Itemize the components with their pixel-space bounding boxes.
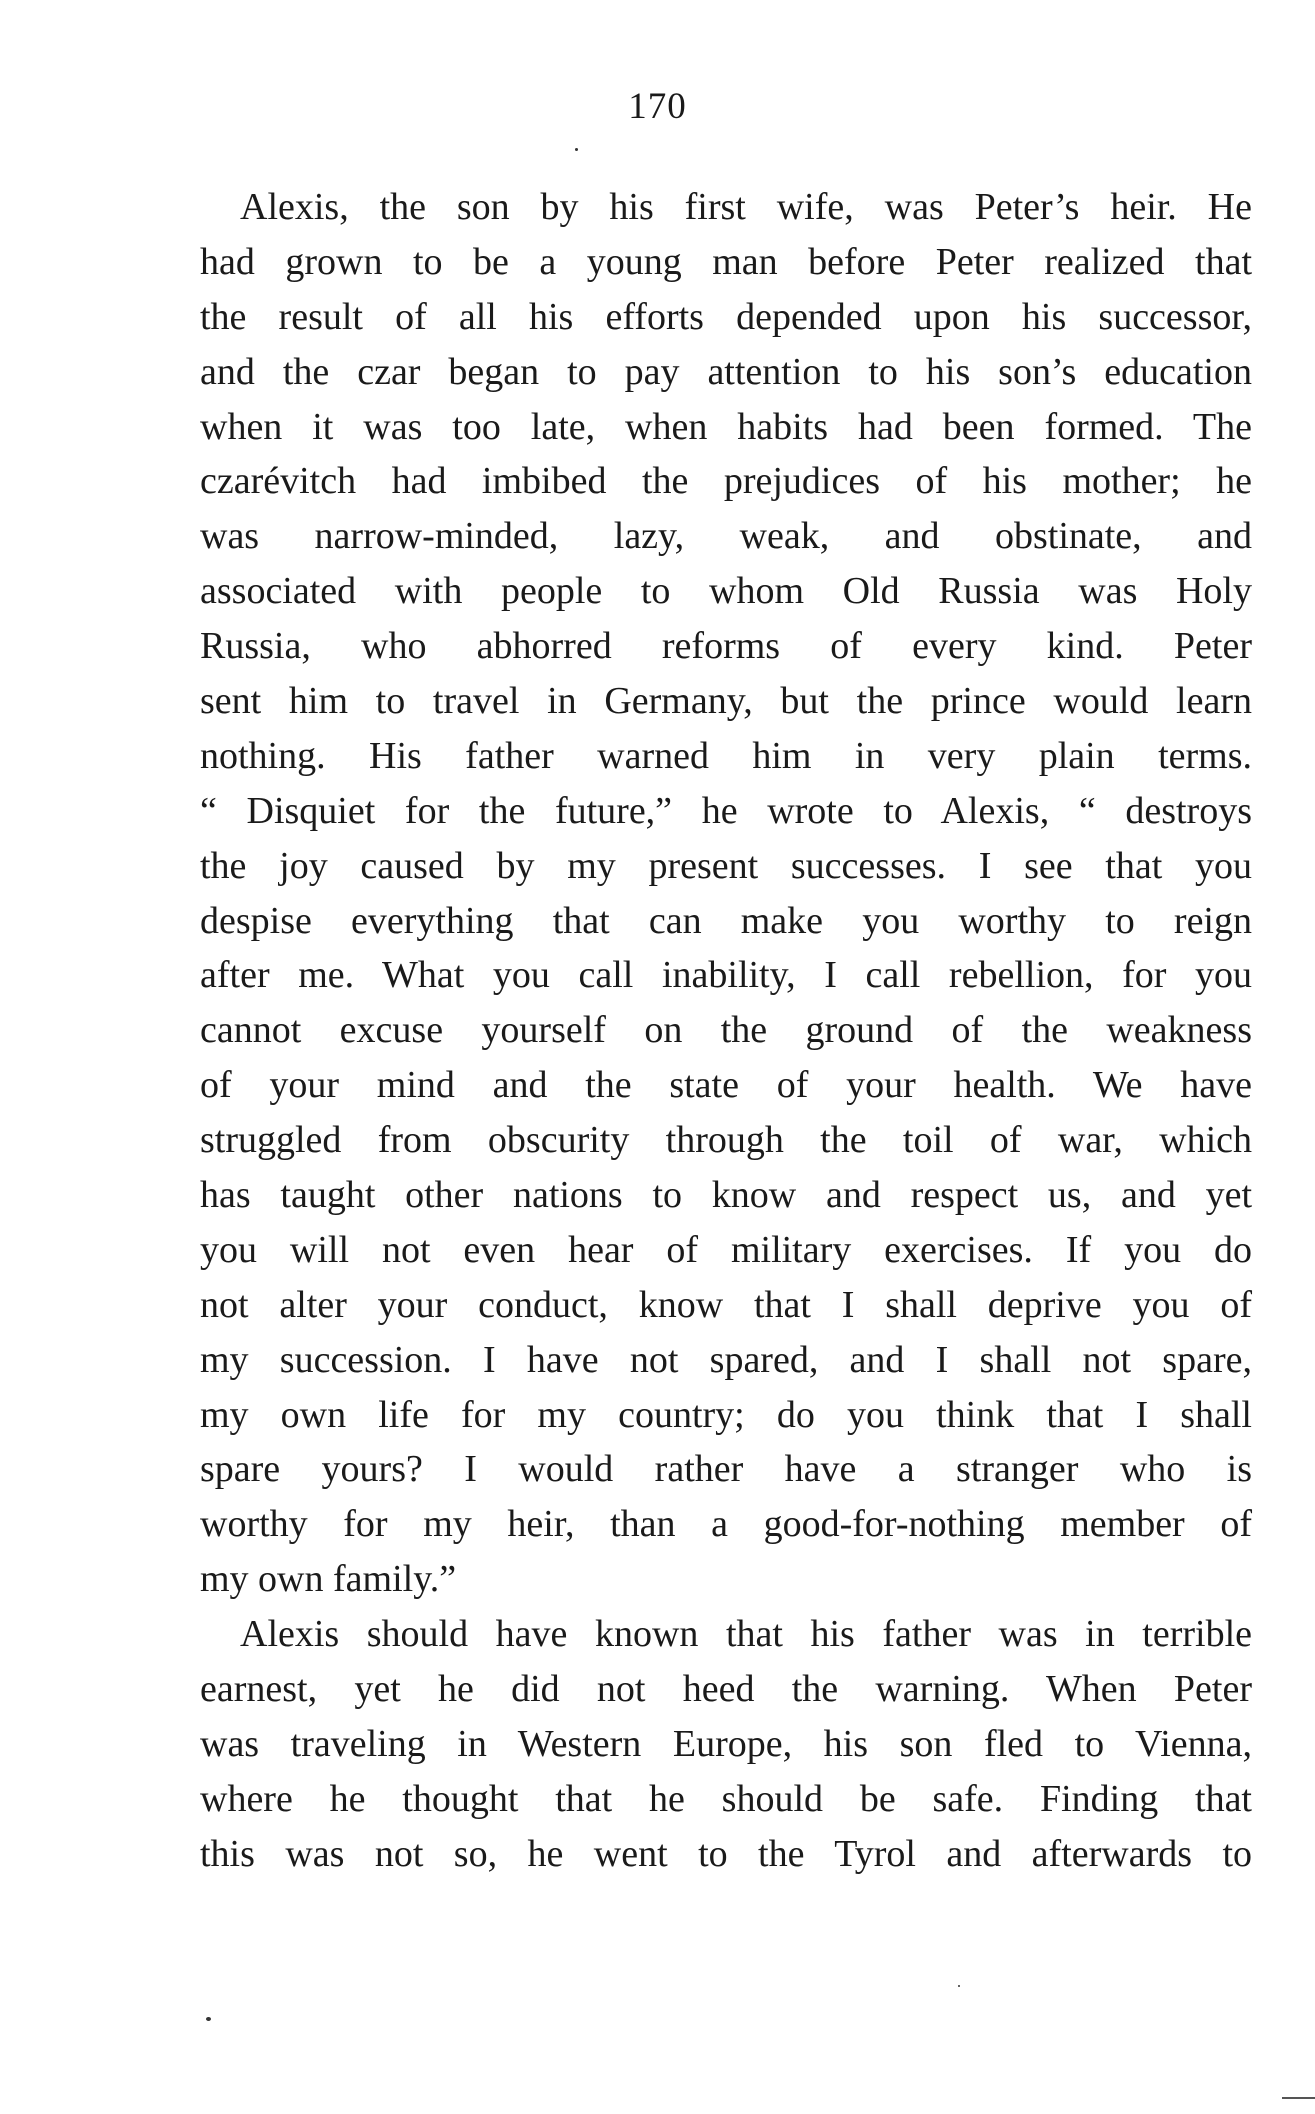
text-line: cannot excuse yourself on the ground of the weakness [200, 1009, 1252, 1052]
text-line: earnest, yet he did not heed the warning. When Peter [200, 1668, 1252, 1711]
text-line: had grown to be a young man before Peter realized that [200, 240, 1252, 283]
text-line: my own life for my country; do you think that I shall [200, 1393, 1252, 1436]
text-line: was traveling in Western Europe, his son fled to Vienna, [200, 1722, 1252, 1765]
text-line: you will not even hear of military exercises. If you do [200, 1228, 1252, 1271]
text-line: “ Disquiet for the future,” he wrote to Alexis, “ destroys [200, 789, 1252, 832]
text-line: Alexis should have known that his father was in terrible [240, 1613, 1252, 1656]
text-line: the joy caused by my present successes. I see that you [200, 844, 1252, 887]
text-line: and the czar began to pay attention to his son’s education [200, 350, 1252, 393]
text-line: when it was too late, when habits had been formed. The [200, 405, 1252, 448]
scan-speck [958, 1985, 960, 1987]
text-line: the result of all his efforts depended upon his successor, [200, 295, 1252, 338]
body-text [200, 180, 1252, 1882]
text-line: worthy for my heir, than a good-for-nothing member of [200, 1503, 1252, 1546]
text-line: has taught other nations to know and respect us, and yet [200, 1174, 1252, 1217]
scan-edge-mark [1282, 2097, 1315, 2099]
text-line: my own family.” [200, 1558, 457, 1601]
page-number: 170 [628, 86, 687, 127]
text-line: despise everything that can make you worthy to reign [200, 899, 1252, 942]
text-line: struggled from obscurity through the toil of war, which [200, 1119, 1252, 1162]
text-line: associated with people to whom Old Russia was Holy [200, 570, 1252, 613]
text-line: spare yours? I would rather have a stranger who is [200, 1448, 1252, 1491]
text-line: not alter your conduct, know that I shall deprive you of [200, 1283, 1252, 1326]
text-line: of your mind and the state of your health. We have [200, 1064, 1252, 1107]
text-line: nothing. His father warned him in very plain terms. [200, 734, 1252, 777]
text-line: after me. What you call inability, I call rebellion, for you [200, 954, 1252, 997]
scan-speck [206, 2017, 211, 2021]
text-line: my succession. I have not spared, and I shall not spare, [200, 1338, 1252, 1381]
text-line: sent him to travel in Germany, but the prince would learn [200, 680, 1252, 723]
text-line: was narrow-minded, lazy, weak, and obstinate, and [200, 515, 1252, 558]
text-line: Russia, who abhorred reforms of every kind. Peter [200, 625, 1252, 668]
text-line: this was not so, he went to the Tyrol and afterwards to [200, 1832, 1252, 1875]
text-line: czarévitch had imbibed the prejudices of his mother; he [200, 460, 1252, 503]
text-line: where he thought that he should be safe. Finding that [200, 1777, 1252, 1820]
text-line: Alexis, the son by his first wife, was Peter’s heir. He [240, 186, 1252, 228]
scan-speck [575, 148, 578, 151]
